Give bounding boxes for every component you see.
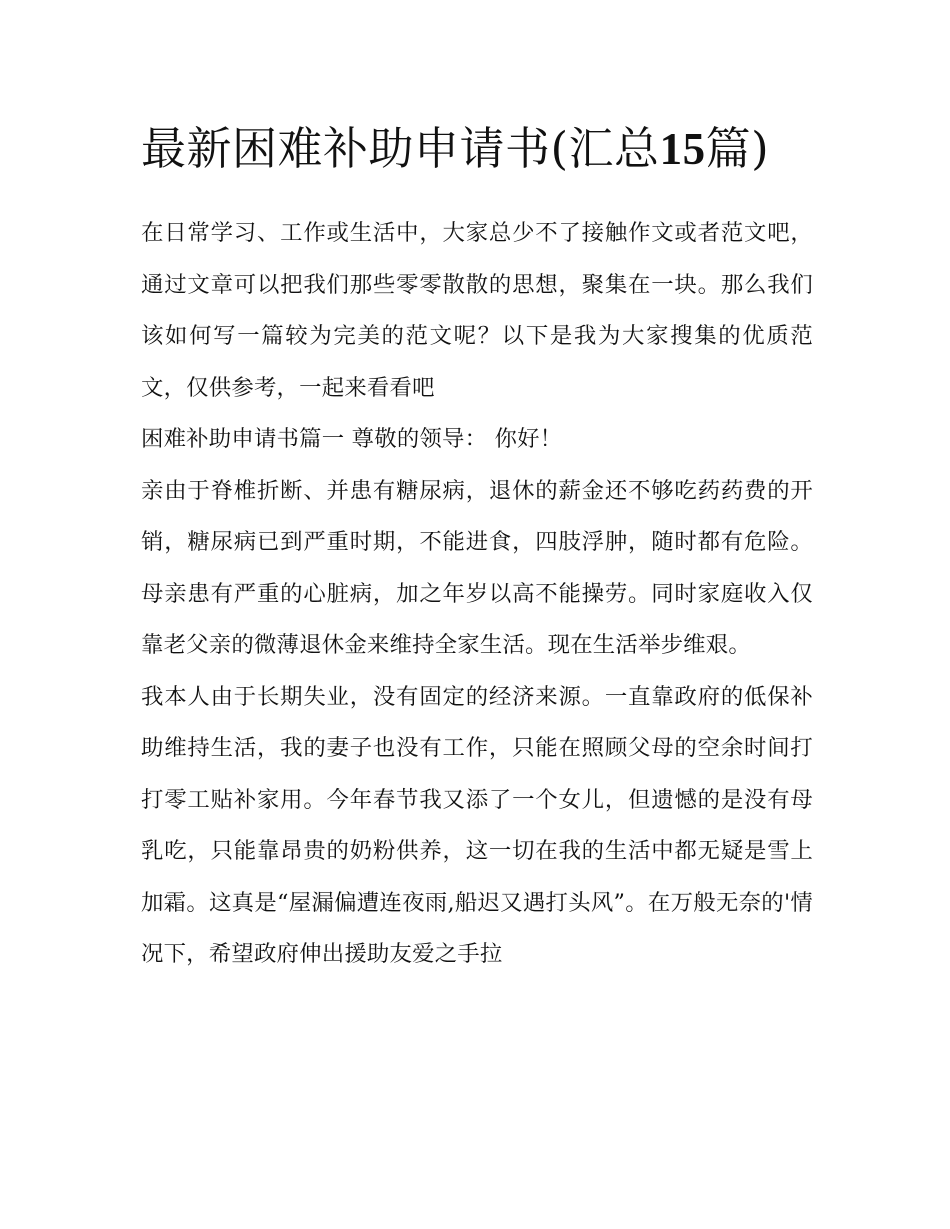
personal-situation-paragraph: 我本人由于长期失业，没有固定的经济来源。一直靠政府的低保补助维持生活，我的妻子也没有工作，只能在照顾父母的空余时间打打零工贴补家用。今年春节我又添了一个女儿，但遗憾的是没有母乳吃，只能靠昂贵的奶粉供养，这一切在我的生活中都无疑是雪上加霜。这真是“屋漏偏遭连夜雨,船迟又遇打头风”。在万般无奈的'情况下，希望政府伸出援助友爱之手拉 xyxy=(141,683,813,967)
title-main-text: 最新困难补助申请书(汇总 xyxy=(141,122,660,175)
document-title xyxy=(141,112,813,186)
title-end-text: 篇) xyxy=(705,122,770,175)
family-situation-paragraph: 亲由于脊椎折断、并患有糖尿病，退休的薪金还不够吃药药费的开销，糖尿病已到严重时期，不能进食，四肢浮肿，随时都有危险。母亲患有严重的心脏病，加之年岁以高不能操劳。同时家庭收入仅靠老父亲的微薄退休金来维持全家生活。现在生活举步维艰。 xyxy=(141,477,813,658)
document-body xyxy=(141,112,813,981)
title-number: 15 xyxy=(659,124,706,174)
letter-heading-paragraph: 困难补助申请书篇一 尊敬的领导： 你好！ xyxy=(141,426,563,452)
intro-paragraph: 在日常学习、工作或生活中，大家总少不了接触作文或者范文吧，通过文章可以把我们那些零零散散的思想，聚集在一块。那么我们该如何写一篇较为完美的范文呢？以下是我为大家搜集的优质范文，仅供参考，一起来看看吧 xyxy=(141,220,813,401)
